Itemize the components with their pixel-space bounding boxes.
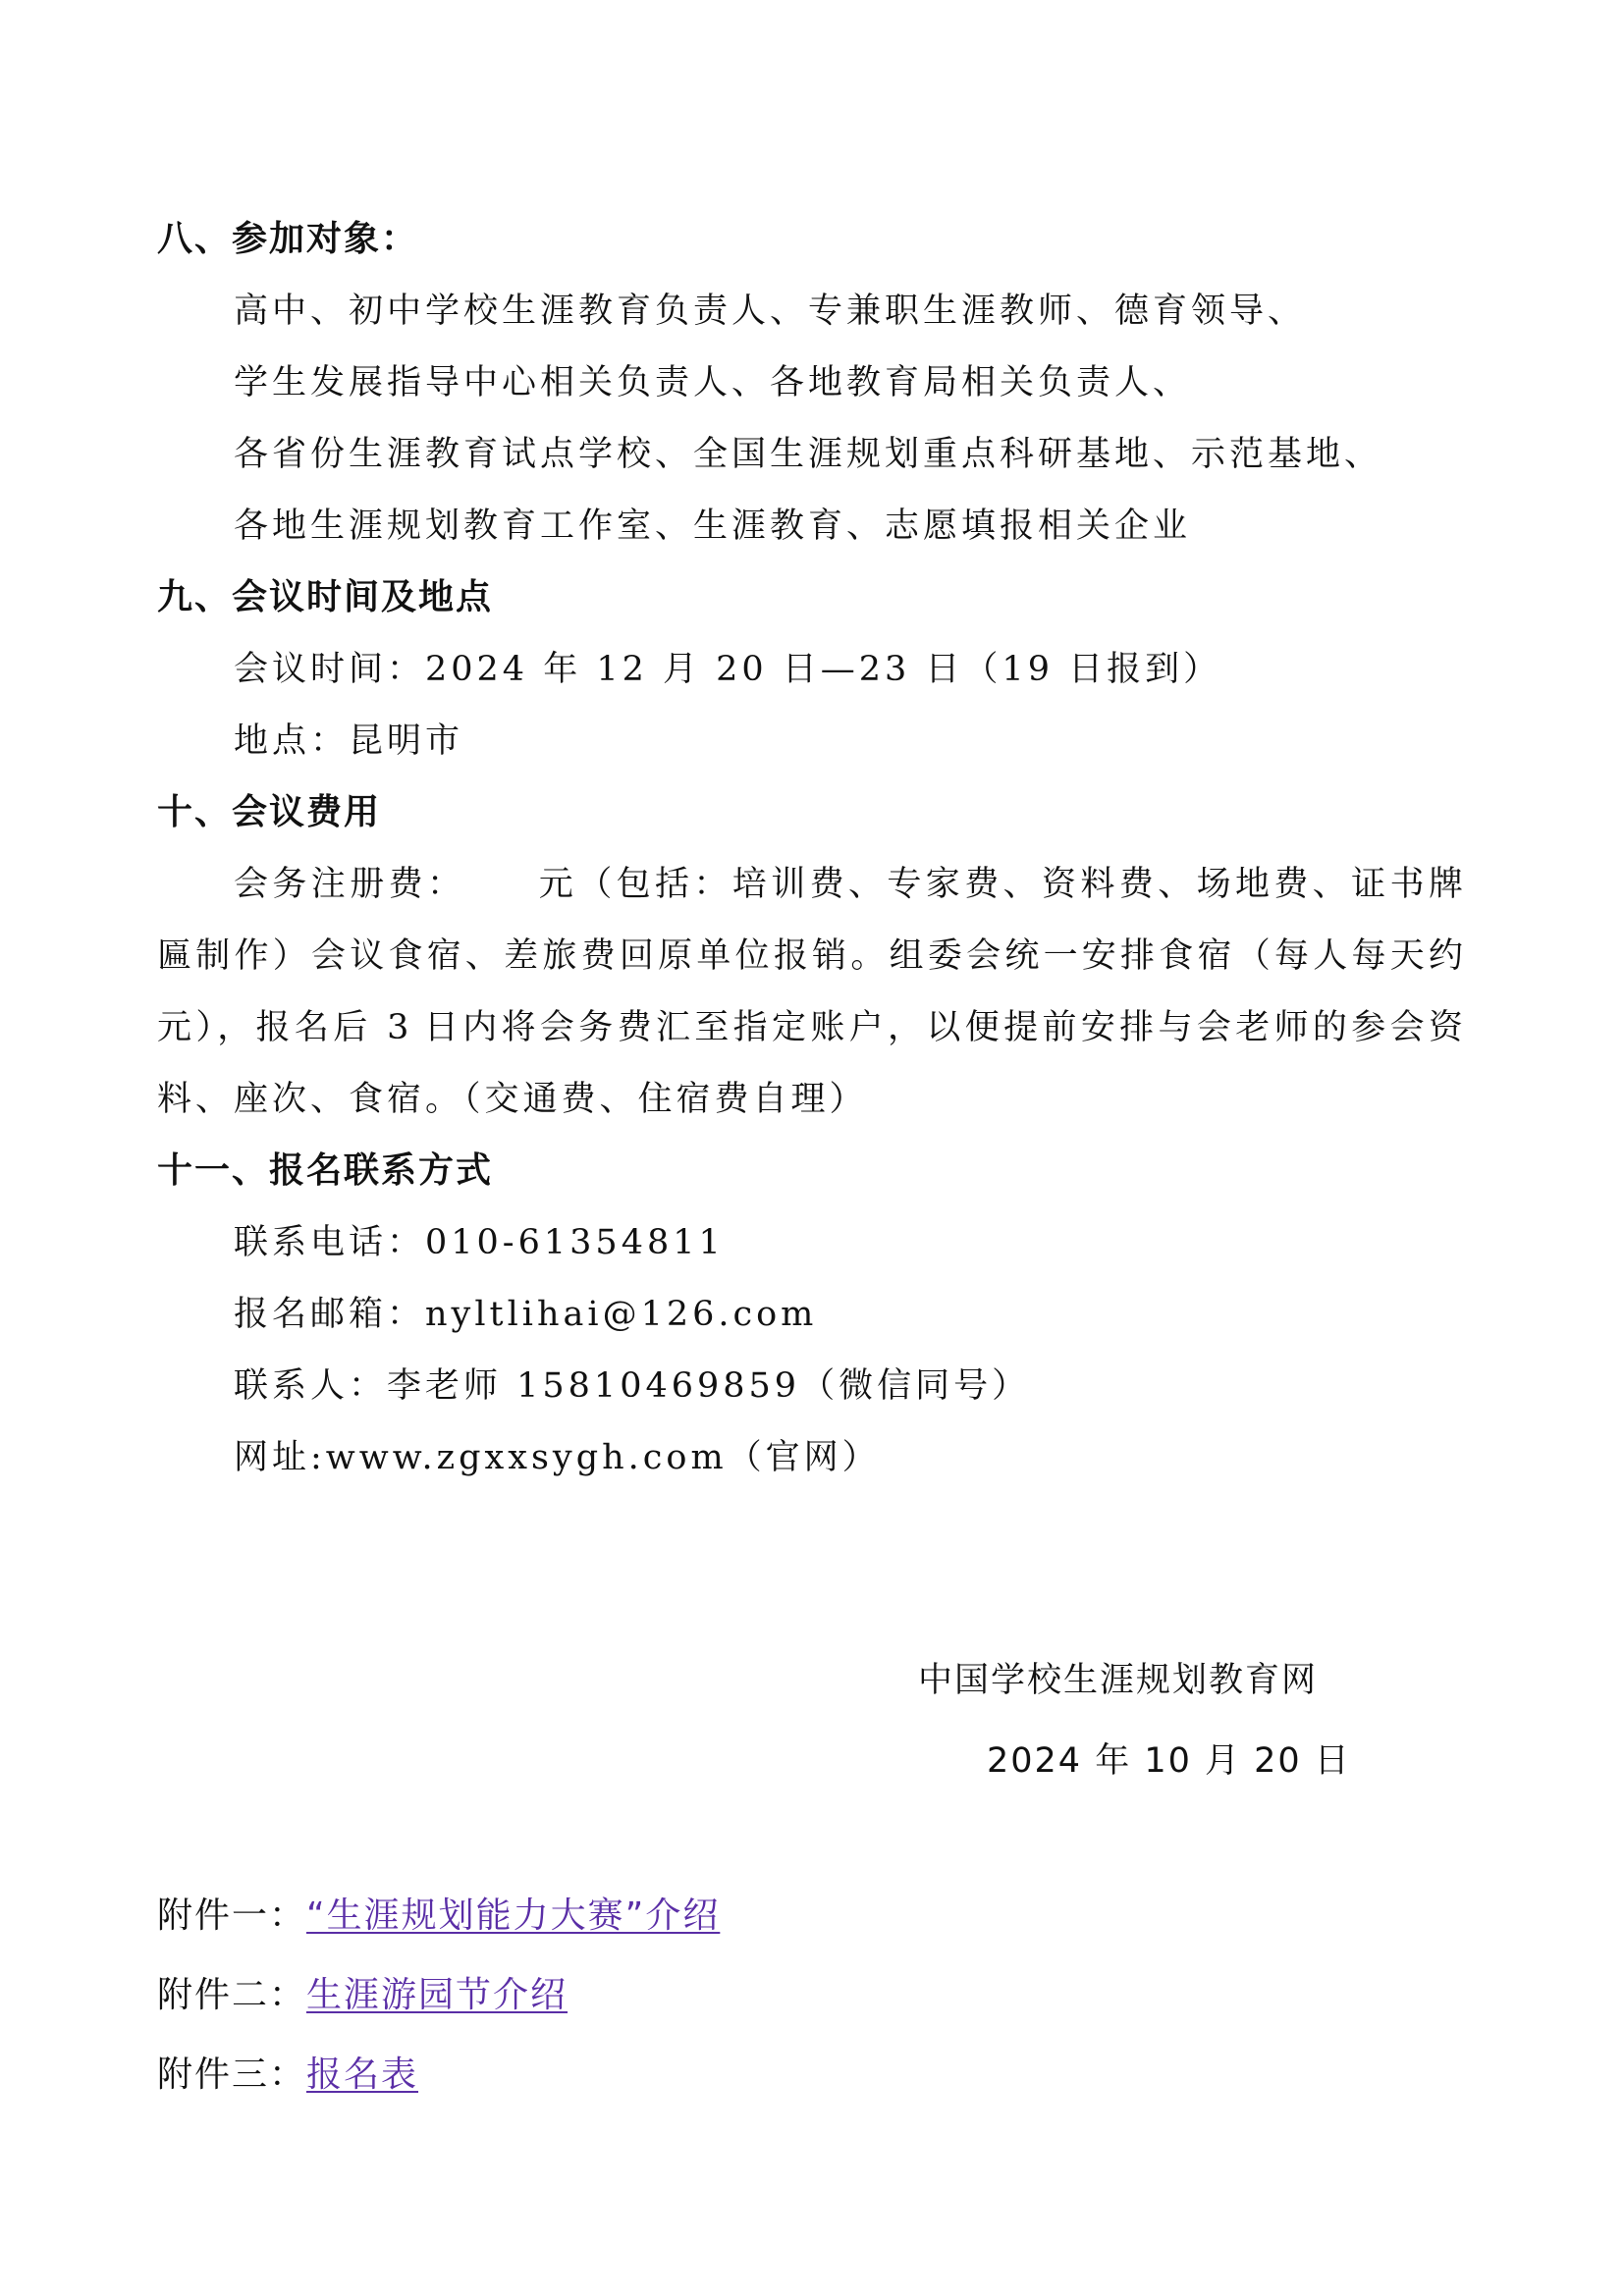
contact-person: 联系人：李老师 15810469859（微信同号） [234,1366,1031,1406]
attachment-3-link[interactable]: 报名表 [306,2055,419,2095]
attachment-1 [157,1894,720,1939]
attachment-2-link[interactable]: 生涯游园节介绍 [306,1975,568,2015]
contact-website: 网址:www.zgxxsygh.com（官网） [234,1438,881,1477]
section-heading-contact: 十一、报名联系方式 [157,1150,494,1191]
meeting-place: 地点：昆明市 [234,721,464,761]
fees-line-1-suffix: 元（包括：培训费、专家费、资料费、场地费、证书牌 [534,865,1463,904]
attachment-2 [157,1973,568,2018]
participants-line-1: 高中、初中学校生涯教育负责人、专兼职生涯教师、德育领导、 [234,292,1307,331]
section-heading-fees: 十、会议费用 [157,792,382,832]
attachment-1-label: 附件一： [157,1896,307,1936]
signature-date: 2024 年 10 月 20 日 [987,1741,1351,1781]
section-heading-participants: 八、参加对象： [157,219,419,259]
attachment-3 [157,2053,418,2098]
signature-organization: 中国学校生涯规划教育网 [918,1661,1319,1700]
fees-line-1 [234,863,1463,906]
participants-line-3: 各省份生涯教育试点学校、全国生涯规划重点科研基地、示范基地、 [234,435,1383,474]
section-heading-time-place: 九、会议时间及地点 [157,577,494,617]
meeting-time: 会议时间：2024 年 12 月 20 日—23 日（19 日报到） [234,650,1222,689]
attachment-2-label: 附件二： [157,1975,307,2015]
fees-line-3: 元），报名后 3 日内将会务费汇至指定账户，以便提前安排与会老师的参会资 [157,1008,1463,1047]
fees-line-4: 料、座次、食宿。（交通费、住宿费自理） [157,1080,868,1119]
fees-line-2: 匾制作）会议食宿、差旅费回原单位报销。组委会统一安排食宿（每人每天约 [157,936,1463,976]
attachment-3-label: 附件三： [157,2055,307,2095]
participants-line-4: 各地生涯规划教育工作室、生涯教育、志愿填报相关企业 [234,507,1192,546]
contact-phone: 联系电话：010-61354811 [234,1223,725,1262]
contact-email: 报名邮箱：nyltlihai@126.com [234,1295,818,1334]
fees-line-1-prefix: 会务注册费： [234,865,466,904]
attachment-1-link[interactable]: “生涯规划能力大赛”介绍 [306,1896,721,1936]
participants-line-2: 学生发展指导中心相关负责人、各地教育局相关负责人、 [234,363,1192,402]
